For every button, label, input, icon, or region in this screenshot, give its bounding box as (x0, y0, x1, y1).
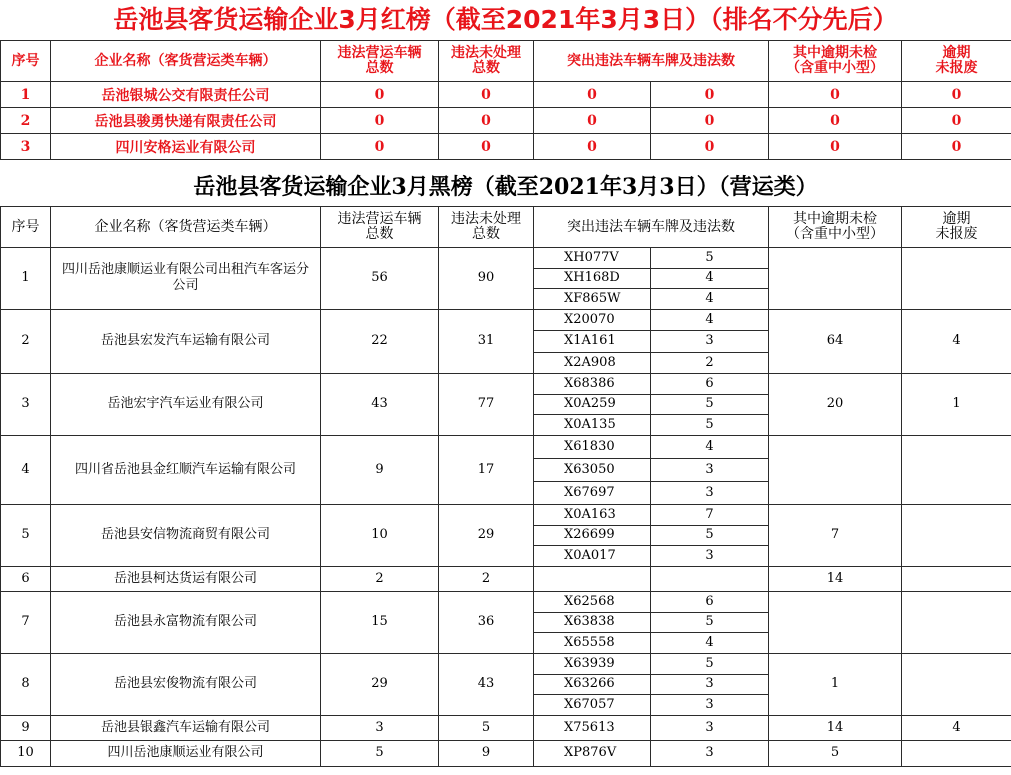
cell-total: 22 (321, 309, 439, 373)
cell-plate: X63266 (534, 674, 651, 695)
cell-count: 3 (651, 740, 769, 766)
cell-unprocessed: 2 (439, 566, 534, 591)
cell-overdue-inspect: 7 (769, 504, 902, 566)
cell-overdue-scrap (902, 504, 1011, 566)
cell-seq: 1 (1, 248, 51, 310)
cell-plate: X0A163 (534, 504, 651, 525)
cell-total: 43 (321, 373, 439, 435)
cell-count: 3 (651, 674, 769, 695)
cell-seq: 7 (1, 591, 51, 653)
header-total: 违法营运车辆 总数 (321, 41, 439, 82)
cell-seq: 9 (1, 715, 51, 740)
cell-seq: 6 (1, 566, 51, 591)
cell-overdue-inspect (769, 591, 902, 653)
cell-plate: X0A017 (534, 546, 651, 567)
cell-count: 4 (651, 289, 769, 310)
cell-count: 5 (651, 248, 769, 269)
cell-plate: X62568 (534, 591, 651, 612)
header-prominent: 突出违法车辆车牌及违法数 (534, 41, 769, 82)
cell-overdue-scrap (902, 248, 1011, 310)
table-row (1, 653, 1011, 674)
cell-unprocessed: 0 (439, 108, 534, 134)
cell-count: 4 (651, 309, 769, 330)
cell-plate: X0A135 (534, 415, 651, 436)
cell-overdue-scrap (902, 591, 1011, 653)
header-company: 企业名称（客货营运类车辆） (51, 207, 321, 248)
cell-overdue-inspect: 1 (769, 653, 902, 715)
cell-plate: X61830 (534, 435, 651, 458)
cell-total: 0 (321, 134, 439, 160)
cell-plate: XP876V (534, 740, 651, 766)
cell-unprocessed: 0 (439, 82, 534, 108)
header-company: 企业名称（客货营运类车辆） (51, 41, 321, 82)
cell-plate: X0A259 (534, 394, 651, 415)
cell-company: 岳池银城公交有限责任公司 (51, 82, 321, 108)
header-unprocessed: 违法未处理 总数 (439, 41, 534, 82)
cell-company: 岳池县银鑫汽车运输有限公司 (51, 715, 321, 740)
cell-company: 岳池县柯达货运有限公司 (51, 566, 321, 591)
cell-unprocessed: 9 (439, 740, 534, 766)
cell-company: 岳池县安信物流商贸有限公司 (51, 504, 321, 566)
cell-unprocessed: 43 (439, 653, 534, 715)
cell-overdue-scrap: 0 (902, 134, 1011, 160)
cell-count: 5 (651, 612, 769, 633)
cell-count: 5 (651, 415, 769, 436)
header-overdue-inspect: 其中逾期未检 （含重中小型） (769, 41, 902, 82)
cell-company: 岳池宏宇汽车运业有限公司 (51, 373, 321, 435)
cell-count: 7 (651, 504, 769, 525)
cell-total: 3 (321, 715, 439, 740)
cell-overdue-inspect: 64 (769, 309, 902, 373)
cell-plate: X20070 (534, 309, 651, 330)
cell-seq: 3 (1, 373, 51, 435)
cell-overdue-inspect: 0 (769, 108, 902, 134)
cell-seq: 3 (1, 134, 51, 160)
cell-count: 3 (651, 546, 769, 567)
cell-company: 四川岳池康顺运业有限公司 (51, 740, 321, 766)
cell-overdue-scrap (902, 740, 1011, 766)
header-total: 违法营运车辆 总数 (321, 207, 439, 248)
cell-overdue-scrap (902, 566, 1011, 591)
cell-overdue-inspect: 0 (769, 134, 902, 160)
cell-count: 3 (651, 458, 769, 481)
black-board-table (0, 206, 1011, 767)
cell-count: 4 (651, 435, 769, 458)
cell-overdue-scrap: 4 (902, 309, 1011, 373)
cell-seq: 8 (1, 653, 51, 715)
cell-count: 3 (651, 481, 769, 504)
cell-company: 岳池县宏发汽车运输有限公司 (51, 309, 321, 373)
table-row (1, 504, 1011, 525)
cell-count: 0 (651, 82, 769, 108)
cell-seq: 2 (1, 108, 51, 134)
red-board-title: 岳池县客货运输企业3月红榜（截至2021年3月3日）（排名不分先后） (113, 5, 898, 34)
cell-company: 四川岳池康顺运业有限公司出租汽车客运分公司 (51, 248, 321, 310)
cell-plate: X26699 (534, 525, 651, 546)
cell-seq: 1 (1, 82, 51, 108)
cell-plate: X75613 (534, 715, 651, 740)
cell-unprocessed: 36 (439, 591, 534, 653)
cell-overdue-inspect (769, 248, 902, 310)
header-overdue-scrap: 逾期 未报废 (902, 207, 1011, 248)
cell-overdue-inspect: 14 (769, 715, 902, 740)
header-overdue-inspect: 其中逾期未检 （含重中小型） (769, 207, 902, 248)
table-row (1, 435, 1011, 458)
cell-plate: XH168D (534, 268, 651, 289)
cell-overdue-inspect (769, 435, 902, 504)
cell-overdue-scrap: 0 (902, 108, 1011, 134)
table-row (1, 566, 1011, 591)
table-row (1, 108, 1011, 134)
black-board-title: 岳池县客货运输企业3月黑榜（截至2021年3月3日）（营运类） (193, 174, 818, 200)
cell-unprocessed: 29 (439, 504, 534, 566)
cell-plate: X67057 (534, 695, 651, 716)
cell-plate: X67697 (534, 481, 651, 504)
cell-overdue-inspect: 20 (769, 373, 902, 435)
cell-total: 0 (321, 82, 439, 108)
cell-unprocessed: 17 (439, 435, 534, 504)
cell-count: 4 (651, 633, 769, 654)
cell-unprocessed: 5 (439, 715, 534, 740)
cell-overdue-scrap (902, 435, 1011, 504)
cell-company: 四川安格运业有限公司 (51, 134, 321, 160)
header-prominent: 突出违法车辆车牌及违法数 (534, 207, 769, 248)
table-row (1, 82, 1011, 108)
table-row (1, 591, 1011, 612)
cell-plate: X1A161 (534, 331, 651, 352)
cell-count: 6 (651, 373, 769, 394)
header-overdue-scrap: 逾期 未报废 (902, 41, 1011, 82)
table-row (1, 309, 1011, 330)
cell-total: 15 (321, 591, 439, 653)
cell-company: 岳池县骏勇快递有限责任公司 (51, 108, 321, 134)
cell-overdue-scrap: 1 (902, 373, 1011, 435)
cell-overdue-inspect: 14 (769, 566, 902, 591)
cell-seq: 10 (1, 740, 51, 766)
cell-plate: XH077V (534, 248, 651, 269)
cell-overdue-scrap (902, 653, 1011, 715)
cell-overdue-inspect: 5 (769, 740, 902, 766)
cell-count: 3 (651, 331, 769, 352)
cell-plate: X65558 (534, 633, 651, 654)
cell-seq: 4 (1, 435, 51, 504)
cell-plate (534, 566, 651, 591)
cell-plate: XF865W (534, 289, 651, 310)
cell-plate: X63838 (534, 612, 651, 633)
cell-total: 9 (321, 435, 439, 504)
cell-count: 5 (651, 394, 769, 415)
cell-plate: X2A908 (534, 352, 651, 373)
table-row (1, 740, 1011, 766)
cell-total: 29 (321, 653, 439, 715)
red-board-header-row (1, 41, 1011, 82)
cell-total: 5 (321, 740, 439, 766)
black-board-header-row (1, 207, 1011, 248)
cell-count: 5 (651, 653, 769, 674)
cell-company: 岳池县永富物流有限公司 (51, 591, 321, 653)
cell-seq: 2 (1, 309, 51, 373)
cell-plate: 0 (534, 82, 651, 108)
cell-count: 3 (651, 695, 769, 716)
cell-total: 10 (321, 504, 439, 566)
cell-unprocessed: 90 (439, 248, 534, 310)
cell-plate: X68386 (534, 373, 651, 394)
cell-count: 4 (651, 268, 769, 289)
table-row (1, 134, 1011, 160)
cell-total: 56 (321, 248, 439, 310)
cell-count: 3 (651, 715, 769, 740)
header-seq: 序号 (1, 41, 51, 82)
cell-seq: 5 (1, 504, 51, 566)
cell-count: 6 (651, 591, 769, 612)
cell-unprocessed: 31 (439, 309, 534, 373)
cell-total: 0 (321, 108, 439, 134)
header-seq: 序号 (1, 207, 51, 248)
cell-plate: X63050 (534, 458, 651, 481)
table-row (1, 373, 1011, 394)
cell-unprocessed: 0 (439, 134, 534, 160)
cell-count: 0 (651, 108, 769, 134)
red-board-table (0, 40, 1011, 160)
cell-overdue-scrap: 4 (902, 715, 1011, 740)
cell-unprocessed: 77 (439, 373, 534, 435)
cell-company: 岳池县宏俊物流有限公司 (51, 653, 321, 715)
cell-plate: 0 (534, 108, 651, 134)
cell-plate: 0 (534, 134, 651, 160)
table-row (1, 248, 1011, 269)
cell-count: 0 (651, 134, 769, 160)
cell-count: 5 (651, 525, 769, 546)
cell-count: 2 (651, 352, 769, 373)
cell-plate: X63939 (534, 653, 651, 674)
cell-total: 2 (321, 566, 439, 591)
cell-count (651, 566, 769, 591)
table-row (1, 715, 1011, 740)
cell-company: 四川省岳池县金红顺汽车运输有限公司 (51, 435, 321, 504)
cell-overdue-inspect: 0 (769, 82, 902, 108)
header-unprocessed: 违法未处理 总数 (439, 207, 534, 248)
cell-overdue-scrap: 0 (902, 82, 1011, 108)
